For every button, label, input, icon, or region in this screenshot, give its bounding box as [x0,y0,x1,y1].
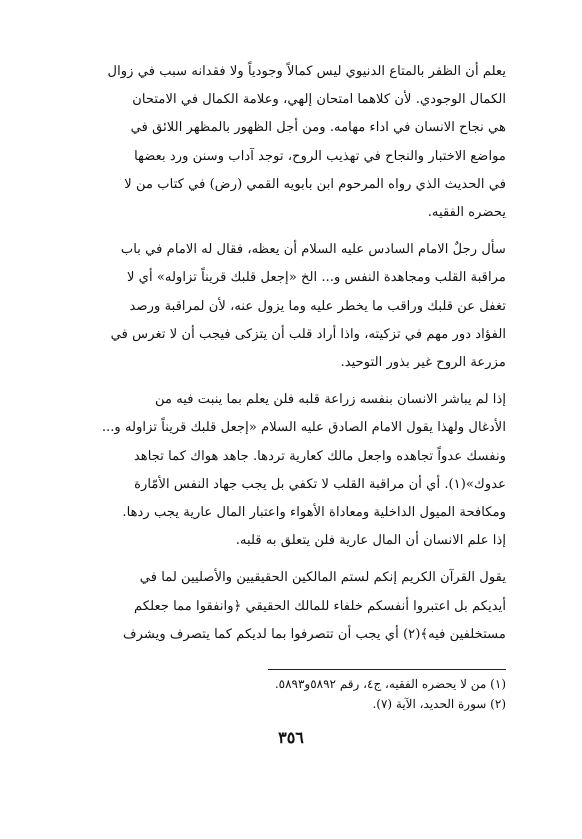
text-line: ومكافحة الميول الداخلية ومعاداة الأهواء واعتبار المال عارية يجب ردها. [122,505,506,521]
paragraph-1 [72,58,506,227]
footnote-1: (١) من لا يحضره الفقيه، ج٤، رقم ٥٨٩٢و٥٨٩٣. [274,677,506,691]
text-line: عدوك»(١). أي أن مراقبة القلب لا تكفي بل يجب جهاد النفس الأمّارة [134,476,506,492]
text-line: مزرعة الروح غير بذور التوحيد. [340,355,506,371]
text-line: الكمال الوجودي. لأن كلاهما امتحان إلهي، وعلامة الكمال في الامتحان [132,92,506,108]
text-line: إذا علم الانسان أن المال عارية فلن يتعلق به قلبه. [235,533,506,549]
text-line: الأدغال ولهذا يقول الامام الصادق عليه السلام «إجعل قلبك قريناً تزاوله و... [101,420,506,436]
text-line: يعلم أن الظفر بالمتاع الدنيوي ليس كمالاً وجودياً ولا فقدانه سبب في زوال [107,64,506,79]
footnote-2: (٢) سورة الحديد، الآية (٧). [372,697,506,711]
text-line: أيديكم بل اعتبروا أنفسكم خلفاء للمالك الحقيقي ﴿وانفقوا مما جعلكم [134,598,506,614]
text-line: مراقبة القلب ومجاهدة النفس و... الخ «إجعل قلبك قريناً تزاوله» أي لا [126,270,506,286]
page-number: ٣٥٦ [278,728,304,747]
paragraph-4 [72,564,506,649]
page-body [72,58,506,658]
text-line: يقول القرآن الكريم إنكم لستم المالكين الحقيقيين والأصليين لما في [139,570,506,586]
text-line: ونفسك عدواً تجاهده واجعل مالك كعارية تردها. جاهد هواك كما تجاهد [133,448,506,464]
text-line: سأل رجلٌ الامام السادس عليه السلام أن يعظه، فقال له الامام في باب [120,242,506,258]
text-line: يحضره الفقيه. [427,205,506,221]
text-line: مواضع الاختبار والنجاح في تهذيب الروح، توجد آداب وسنن ورد بعضها [134,148,506,164]
text-line: مستخلفين فيه﴾(٢) أي يجب أن تتصرفوا بما لديكم كما يتصرف ويشرف [122,626,506,642]
text-line: إذا لم يباشر الانسان بنفسه زراعة قلبه فلن يعلم بما ينبت فيه من [154,392,506,408]
footnotes [72,674,506,714]
paragraph-2 [72,236,506,377]
text-line: هي نجاح الانسان في اداء مهامه. ومن أجل الظهور بالمظهر اللائق في [130,120,506,136]
footnote-divider [268,669,506,670]
text-line: تغفل عن قلبك وراقب ما يخطر عليه وما يزول عنه، لأن لمراقبة ورصد [129,298,506,314]
text-line: الفؤاد دور مهم في تزكيته، واذا أراد قلب أن يتزكى فيجب أن لا تغرس في [110,326,506,342]
text-line: في الحديث الذي رواه المرحوم ابن بابويه القمي (رض) في كتاب من لا [124,176,506,192]
paragraph-3 [72,386,506,555]
